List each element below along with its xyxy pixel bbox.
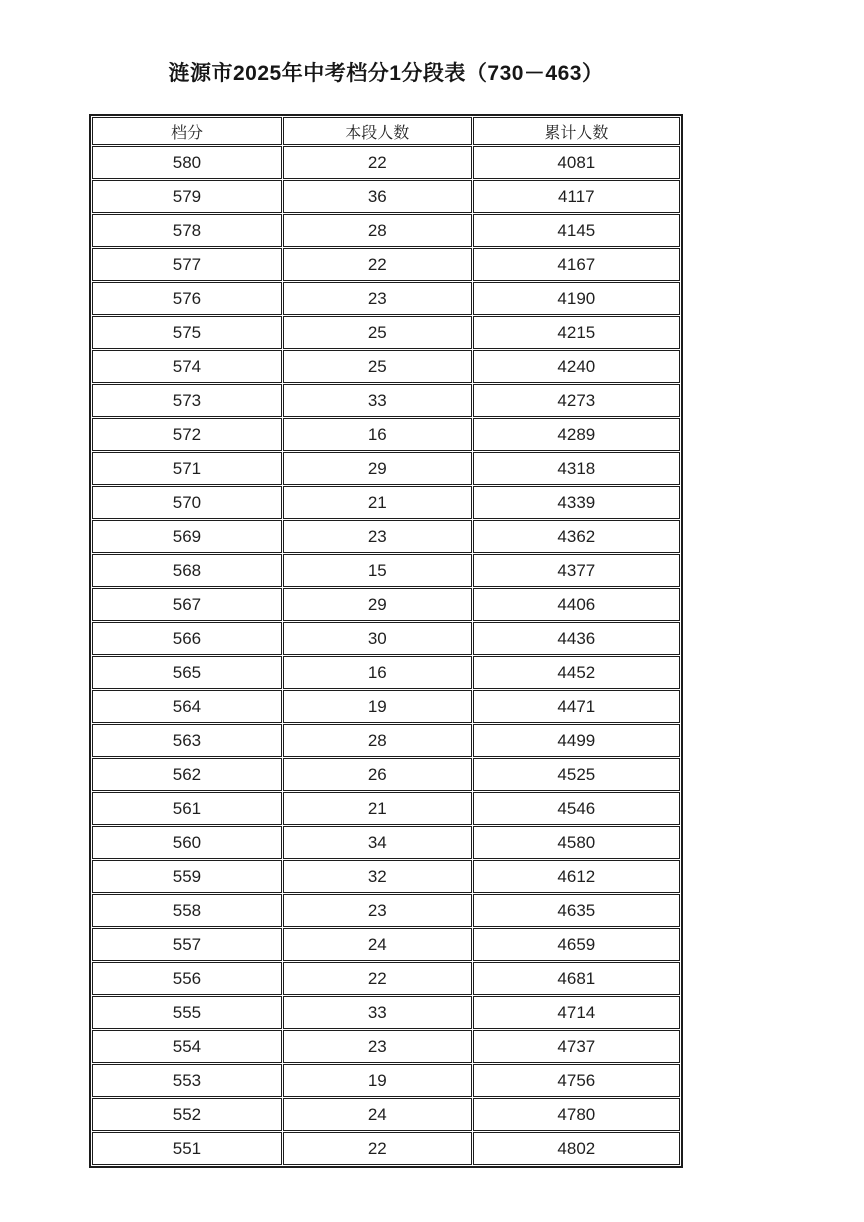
table-row <box>92 1132 680 1165</box>
table-cell: 23 <box>283 520 472 553</box>
table-cell: 29 <box>283 588 472 621</box>
table-row <box>92 1064 680 1097</box>
table-head <box>92 117 680 145</box>
table-cell: 571 <box>92 452 282 485</box>
table-cell: 574 <box>92 350 282 383</box>
table-cell: 568 <box>92 554 282 587</box>
table-cell: 4635 <box>473 894 680 927</box>
table-cell: 4289 <box>473 418 680 451</box>
table-cell: 562 <box>92 758 282 791</box>
table-cell: 569 <box>92 520 282 553</box>
table-cell: 580 <box>92 146 282 179</box>
table-row <box>92 724 680 757</box>
table-cell: 557 <box>92 928 282 961</box>
table-cell: 28 <box>283 214 472 247</box>
table-cell: 30 <box>283 622 472 655</box>
table-body <box>92 146 680 1165</box>
table-cell: 572 <box>92 418 282 451</box>
table-cell: 34 <box>283 826 472 859</box>
table-cell: 4546 <box>473 792 680 825</box>
table-cell: 570 <box>92 486 282 519</box>
table-row <box>92 758 680 791</box>
table-cell: 4612 <box>473 860 680 893</box>
table-cell: 4377 <box>473 554 680 587</box>
table-cell: 22 <box>283 962 472 995</box>
table-cell: 4525 <box>473 758 680 791</box>
table-cell: 4714 <box>473 996 680 1029</box>
table-cell: 4780 <box>473 1098 680 1131</box>
table-cell: 560 <box>92 826 282 859</box>
table-row <box>92 486 680 519</box>
table-cell: 4659 <box>473 928 680 961</box>
table-cell: 4117 <box>473 180 680 213</box>
table-row <box>92 792 680 825</box>
table-cell: 4452 <box>473 656 680 689</box>
table-cell: 551 <box>92 1132 282 1165</box>
table-cell: 4499 <box>473 724 680 757</box>
table-cell: 4737 <box>473 1030 680 1063</box>
table-row <box>92 690 680 723</box>
table-cell: 32 <box>283 860 472 893</box>
table-cell: 4681 <box>473 962 680 995</box>
table-row <box>92 996 680 1029</box>
table-cell: 28 <box>283 724 472 757</box>
table-cell: 579 <box>92 180 282 213</box>
table-cell: 4167 <box>473 248 680 281</box>
table-cell: 565 <box>92 656 282 689</box>
table-cell: 556 <box>92 962 282 995</box>
table-row <box>92 554 680 587</box>
table-cell: 576 <box>92 282 282 315</box>
table-cell: 19 <box>283 690 472 723</box>
page-title: 涟源市2025年中考档分1分段表（730－463） <box>168 62 604 85</box>
table-cell: 553 <box>92 1064 282 1097</box>
table-cell: 23 <box>283 282 472 315</box>
table-cell: 23 <box>283 1030 472 1063</box>
table-row <box>92 418 680 451</box>
table-cell: 4145 <box>473 214 680 247</box>
table-cell: 573 <box>92 384 282 417</box>
table-cell: 22 <box>283 248 472 281</box>
table-row <box>92 384 680 417</box>
table-row <box>92 316 680 349</box>
table-header-row <box>92 117 680 145</box>
table-cell: 36 <box>283 180 472 213</box>
table-row <box>92 452 680 485</box>
table-cell: 558 <box>92 894 282 927</box>
table-row <box>92 860 680 893</box>
table-row <box>92 894 680 927</box>
table-cell: 4318 <box>473 452 680 485</box>
table-row <box>92 656 680 689</box>
table-cell: 4273 <box>473 384 680 417</box>
table-cell: 567 <box>92 588 282 621</box>
table-row <box>92 520 680 553</box>
table-cell: 4436 <box>473 622 680 655</box>
table-cell: 16 <box>283 418 472 451</box>
header-cumulative-count: 累计人数 <box>473 117 680 145</box>
table-cell: 4339 <box>473 486 680 519</box>
table-cell: 559 <box>92 860 282 893</box>
table-cell: 4471 <box>473 690 680 723</box>
table-cell: 555 <box>92 996 282 1029</box>
table-row <box>92 282 680 315</box>
table-row <box>92 928 680 961</box>
table-cell: 4081 <box>473 146 680 179</box>
table-cell: 26 <box>283 758 472 791</box>
table-cell: 575 <box>92 316 282 349</box>
table-cell: 552 <box>92 1098 282 1131</box>
table-cell: 4215 <box>473 316 680 349</box>
table-cell: 33 <box>283 996 472 1029</box>
header-segment-count: 本段人数 <box>283 117 472 145</box>
table-cell: 23 <box>283 894 472 927</box>
table-row <box>92 350 680 383</box>
table-cell: 15 <box>283 554 472 587</box>
table-row <box>92 180 680 213</box>
table-cell: 4240 <box>473 350 680 383</box>
table-cell: 561 <box>92 792 282 825</box>
table-cell: 4406 <box>473 588 680 621</box>
table-cell: 21 <box>283 792 472 825</box>
table-cell: 22 <box>283 1132 472 1165</box>
table-cell: 25 <box>283 350 472 383</box>
header-score: 档分 <box>92 117 282 145</box>
table-row <box>92 1030 680 1063</box>
table-cell: 21 <box>283 486 472 519</box>
table-cell: 24 <box>283 1098 472 1131</box>
table-cell: 22 <box>283 146 472 179</box>
table-row <box>92 1098 680 1131</box>
table-cell: 564 <box>92 690 282 723</box>
table-cell: 33 <box>283 384 472 417</box>
table-cell: 24 <box>283 928 472 961</box>
table-cell: 566 <box>92 622 282 655</box>
table-cell: 25 <box>283 316 472 349</box>
table-cell: 577 <box>92 248 282 281</box>
table-row <box>92 146 680 179</box>
table-cell: 4802 <box>473 1132 680 1165</box>
table-cell: 4580 <box>473 826 680 859</box>
table-cell: 16 <box>283 656 472 689</box>
table-cell: 578 <box>92 214 282 247</box>
table-cell: 19 <box>283 1064 472 1097</box>
table-row <box>92 248 680 281</box>
table-row <box>92 962 680 995</box>
score-distribution-table <box>89 114 683 1168</box>
table-cell: 563 <box>92 724 282 757</box>
table-cell: 554 <box>92 1030 282 1063</box>
table-row <box>92 588 680 621</box>
table-row <box>92 826 680 859</box>
table-cell: 4756 <box>473 1064 680 1097</box>
document-content <box>89 57 683 1168</box>
table-row <box>92 622 680 655</box>
table-cell: 29 <box>283 452 472 485</box>
table-cell: 4190 <box>473 282 680 315</box>
table-row <box>92 214 680 247</box>
table-cell: 4362 <box>473 520 680 553</box>
